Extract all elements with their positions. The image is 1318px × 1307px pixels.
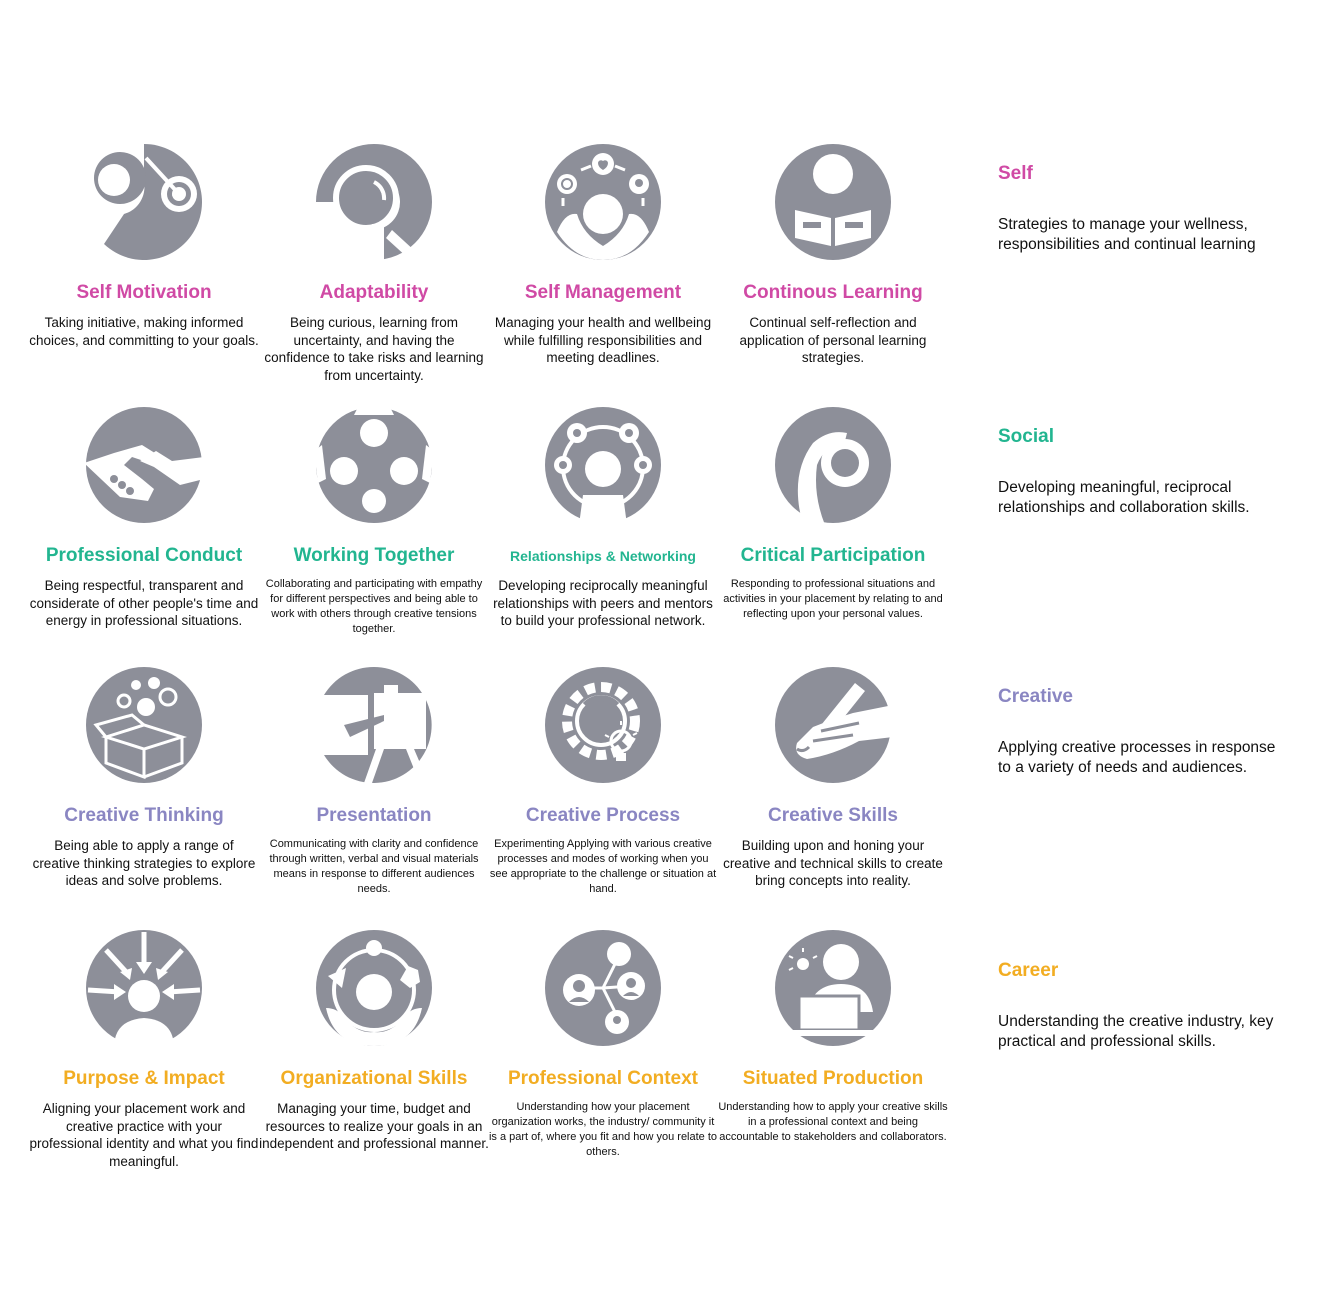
skill-description: Being respectful, transparent and considerate of other people's time and energy in professional situations. — [29, 578, 259, 628]
org-chart-icon — [543, 928, 663, 1048]
category-description: Developing meaningful, reciprocal relationships and collaboration skills. — [998, 479, 1250, 516]
skill-description: Taking initiative, making informed choices, and committing to your goals. — [29, 315, 259, 348]
category-title: Social — [998, 426, 1054, 447]
presenter-easel-icon — [314, 665, 434, 785]
category-career — [998, 960, 1288, 1052]
reader-icon — [773, 142, 893, 262]
category-title: Creative — [998, 686, 1073, 707]
skill-description: Aligning your placement work and creative practice with your professional identity and what you find meaningful. — [29, 1101, 259, 1169]
skill-title: Professional Context — [507, 1068, 699, 1089]
skill-description: Building upon and honing your creative and technical skills to create bring concepts into reality. — [723, 838, 943, 888]
category-self — [998, 163, 1288, 255]
skill-title: Continous Learning — [743, 282, 923, 303]
skill-description: Collaborating and participating with empathy for different perspectives and being able to work with others through creative tensions together. — [265, 578, 483, 635]
skill-title: Self Motivation — [76, 282, 212, 303]
skill-title: Presentation — [316, 805, 432, 826]
skill-description: Managing your health and wellbeing while fulfilling responsibilities and meeting deadlines. — [494, 315, 712, 365]
skill-title: Organizational Skills — [280, 1068, 468, 1089]
category-title: Self — [998, 163, 1033, 184]
target-icon — [84, 142, 204, 262]
skill-description: Managing your time, budget and resources to realize your goals in an independent and professional manner. — [259, 1101, 489, 1151]
skill-description: Communicating with clarity and confidence through written, verbal and visual materials means in response to different audiences needs. — [269, 838, 479, 895]
category-description: Applying creative processes in response to a variety of needs and audiences. — [998, 739, 1276, 776]
network-icon — [543, 405, 663, 525]
skill-description: Experimenting Applying with various creative processes and modes of working when you see appropriate to the challenge or situation at hand. — [489, 838, 717, 895]
converging-arrows-icon — [84, 928, 204, 1048]
skill-description: Being curious, learning from uncertainty, and having the confidence to take risks and learning from uncertainty. — [264, 315, 484, 383]
person-reflection-icon — [773, 405, 893, 525]
skill-title: Creative Skills — [768, 805, 898, 826]
gear-lightbulb-icon — [543, 665, 663, 785]
skill-description: Understanding how your placement organization works, the industry/ community it is a part of, where you fit and how you relate to others. — [488, 1101, 718, 1158]
skill-title: Creative Process — [525, 805, 681, 826]
skill-description: Responding to professional situations and activities in your placement by relating to and reflecting upon your personal values. — [723, 578, 943, 620]
skill-title: Relationships & Networking — [510, 548, 696, 564]
skill-description: Continual self-reflection and application of personal learning strategies. — [739, 315, 927, 365]
category-description: Strategies to manage your wellness, responsibilities and continual learning — [998, 216, 1256, 253]
skill-description: Being able to apply a range of creative thinking strategies to explore ideas and solve problems. — [32, 838, 256, 888]
category-social — [998, 426, 1288, 518]
team-circle-icon — [314, 405, 434, 525]
hand-pencil-icon — [773, 665, 893, 785]
category-title: Career — [998, 960, 1059, 981]
skill-title: Professional Conduct — [45, 545, 243, 566]
skill-title: Creative Thinking — [64, 805, 224, 826]
category-creative — [998, 686, 1288, 778]
handshake-icon — [84, 405, 204, 525]
skill-title: Self Management — [524, 282, 682, 303]
juggling-icon — [314, 928, 434, 1048]
skill-title: Situated Production — [742, 1068, 924, 1089]
skill-title: Critical Participation — [740, 545, 926, 566]
magnifier-icon — [314, 142, 434, 262]
skill-title: Working Together — [293, 545, 455, 566]
category-description: Understanding the creative industry, key practical and professional skills. — [998, 1013, 1274, 1050]
laptop-worker-icon — [773, 928, 893, 1048]
idea-box-icon — [84, 665, 204, 785]
skill-title: Purpose & Impact — [63, 1068, 225, 1089]
skill-description: Developing reciprocally meaningful relationships with peers and mentors to build your professional network. — [493, 578, 713, 628]
wellbeing-cycle-icon — [543, 142, 663, 262]
skill-description: Understanding how to apply your creative skills in a professional context and being accountable to stakeholders and collaborators. — [718, 1101, 948, 1143]
skill-title: Adaptability — [319, 282, 429, 303]
